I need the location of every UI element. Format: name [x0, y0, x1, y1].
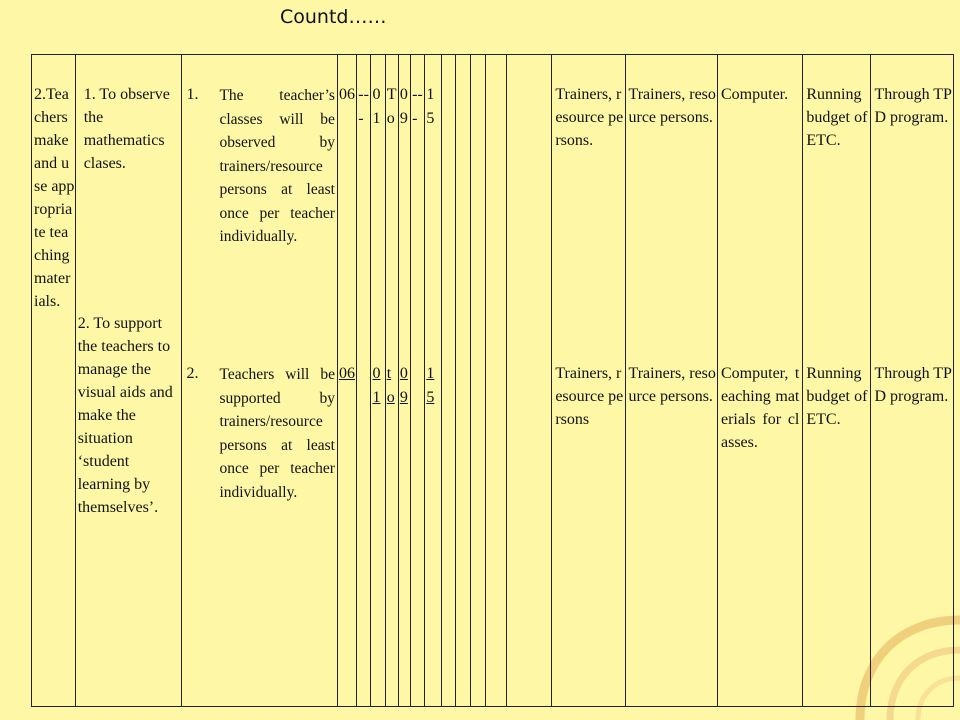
- budget-cell: [803, 55, 871, 707]
- schedule-top-text: 15: [426, 86, 435, 127]
- schedule-bottom-text: 09: [399, 365, 408, 406]
- schedule-top-text: 01: [372, 86, 381, 127]
- schedule-cell: [357, 55, 371, 707]
- empty-cell: [455, 55, 470, 707]
- schedule-top-text: To: [386, 86, 397, 127]
- schedule-top-text: ---: [412, 86, 423, 127]
- empty-cell: [486, 55, 506, 707]
- means-1-text: Through TPD program.: [874, 86, 952, 126]
- schedule-bottom-text: 15: [426, 365, 435, 406]
- budget-1-text: Running budget of ETC.: [806, 86, 868, 149]
- responsible-cell: [552, 55, 625, 707]
- resources-cell: [718, 55, 803, 707]
- schedule-cell: [371, 55, 385, 707]
- schedule-top-text: 06: [338, 86, 355, 103]
- schedule-top-text: 09: [399, 86, 408, 127]
- schedule-cell: [337, 55, 356, 707]
- objective-text: 2.Teachers make and use appropriate teaching materials.: [34, 86, 75, 310]
- activities-cell: [182, 55, 338, 707]
- means-cell: [871, 55, 954, 707]
- activity-1-text: The teacher’s classes will be observed by trainers/resource persons at least once per teacher individually.: [219, 87, 335, 245]
- target-1-text: 1. To observe the mathematics clases.: [83, 86, 170, 172]
- empty-cell: [441, 55, 455, 707]
- support-1-text: Trainers, resource persons.: [628, 86, 716, 126]
- schedule-bottom-text: to: [386, 365, 395, 406]
- activity-2-text: Teachers will be supported by trainers/resource persons at least once per teacher individually.: [219, 366, 335, 501]
- responsible-1-text: Trainers, resource persons.: [555, 86, 624, 149]
- activity-1-number: 1.: [186, 86, 199, 103]
- responsible-2-text: Trainers, resource persons: [555, 365, 624, 428]
- empty-cell: [471, 55, 486, 707]
- action-plan-table: [31, 54, 954, 707]
- page-heading: Countd……: [280, 6, 387, 28]
- resources-1-text: Computer.: [721, 86, 789, 103]
- schedule-bottom-text: 01: [372, 365, 381, 406]
- empty-cell: [506, 55, 552, 707]
- schedule-top-text: ---: [358, 86, 369, 127]
- targets-cell: [75, 55, 182, 707]
- schedule-cell: [398, 55, 410, 707]
- support-2-text: Trainers, resource persons.: [628, 365, 716, 405]
- objective-cell: [32, 55, 76, 707]
- means-2-text: Through TPD program.: [874, 365, 952, 405]
- schedule-bottom-text: 06: [338, 365, 355, 382]
- resources-2-text: Computer, teaching materials for classes.: [721, 365, 800, 451]
- schedule-cell: [385, 55, 398, 707]
- support-cell: [625, 55, 718, 707]
- table-row: [32, 55, 954, 707]
- schedule-cell: [411, 55, 425, 707]
- target-2-text: 2. To support the teachers to manage the visual aids and make the situation ‘student learning by themselves’.: [77, 315, 173, 516]
- budget-2-text: Running budget of ETC.: [806, 365, 868, 428]
- schedule-cell: [425, 55, 441, 707]
- activity-2-number: 2.: [186, 365, 199, 382]
